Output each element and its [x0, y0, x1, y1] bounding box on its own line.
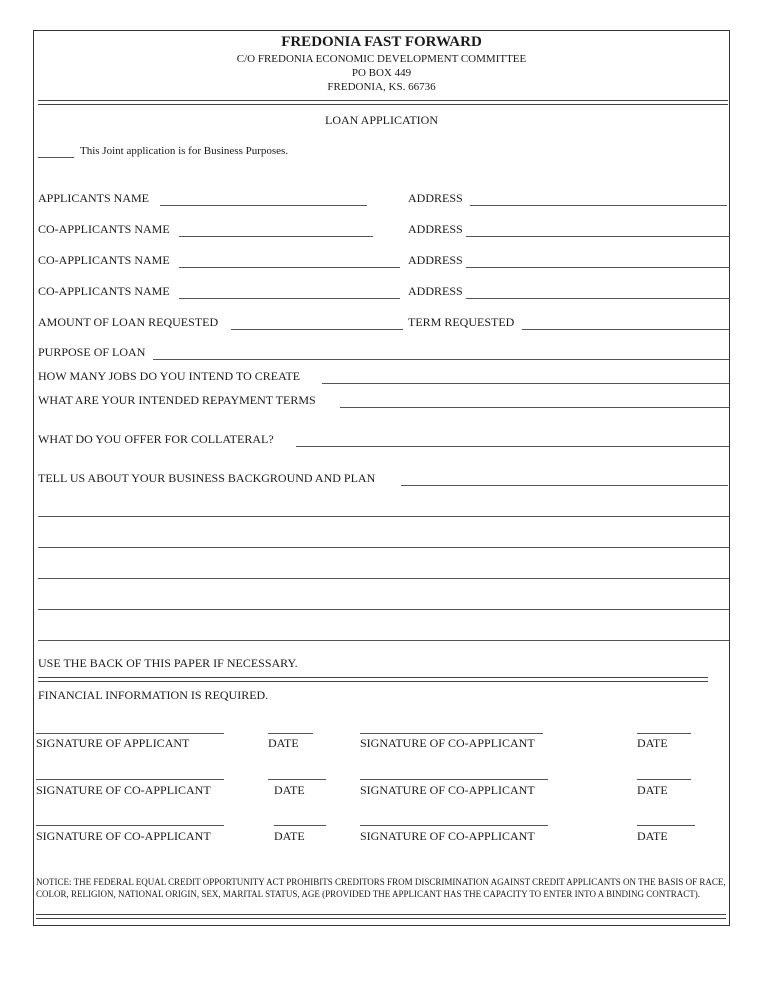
date-line[interactable] [268, 733, 313, 734]
repayment-terms-label: WHAT ARE YOUR INTENDED REPAYMENT TERMS [38, 393, 316, 407]
signature-of-co-applicant-label: SIGNATURE OF CO-APPLICANT [36, 783, 211, 797]
co-applicants-name-field[interactable] [179, 236, 373, 237]
address-field[interactable] [466, 236, 730, 237]
address-field[interactable] [470, 205, 727, 206]
term-requested-label: TERM REQUESTED [408, 315, 515, 329]
background-writing-line[interactable] [38, 609, 729, 610]
date-label: DATE [274, 829, 305, 843]
applicant-signature-line[interactable] [36, 733, 224, 734]
ecoa-notice: NOTICE: THE FEDERAL EQUAL CREDIT OPPORTUNITY ACT PROHIBITS CREDITORS FROM DISCRIMINATION AGAINST CREDIT APPLICANTS ON THE BASIS OF RACE, COLOR, RELIGION, NATIONAL ORIGIN, SEX, MARITAL STATUS, AGE (PROVIDED THE APPLICANT HAS THE CAPACITY TO ENTER INTO A BINDING CONTRACT). [36, 877, 726, 899]
signature-of-applicant-label: SIGNATURE OF APPLICANT [36, 736, 190, 750]
financial-info-note: FINANCIAL INFORMATION IS REQUIRED. [38, 688, 269, 702]
jobs-label: HOW MANY JOBS DO YOU INTEND TO CREATE [38, 369, 301, 383]
loan-amount-label: AMOUNT OF LOAN REQUESTED [38, 315, 219, 329]
collateral-field[interactable] [296, 446, 729, 447]
signature-of-co-applicant-label: SIGNATURE OF CO-APPLICANT [360, 829, 535, 843]
co-applicant-signature-line[interactable] [360, 733, 543, 734]
date-label: DATE [274, 783, 305, 797]
org-address-line-2: PO BOX 449 [351, 67, 412, 79]
address-field[interactable] [466, 267, 730, 268]
business-background-field[interactable] [401, 485, 728, 486]
date-line[interactable] [268, 779, 326, 780]
footer-divider [36, 914, 726, 919]
date-label: DATE [268, 736, 299, 750]
date-label: DATE [637, 783, 668, 797]
background-writing-line[interactable] [38, 578, 729, 579]
co-applicant-signature-line[interactable] [360, 779, 548, 780]
joint-application-text: This Joint application is for Business Purposes. [80, 145, 289, 157]
section-divider [38, 677, 708, 682]
address-label: ADDRESS [408, 222, 463, 236]
collateral-label: WHAT DO YOU OFFER FOR COLLATERAL? [38, 432, 274, 446]
co-applicants-name-field[interactable] [179, 267, 400, 268]
co-applicant-signature-line[interactable] [360, 825, 548, 826]
purpose-field[interactable] [153, 359, 729, 360]
applicants-name-field[interactable] [160, 205, 367, 206]
term-requested-field[interactable] [522, 329, 729, 330]
date-label: DATE [637, 736, 668, 750]
co-applicants-name-label: CO-APPLICANTS NAME [38, 284, 170, 298]
org-title: FREDONIA FAST FORWARD [281, 34, 482, 50]
signature-of-co-applicant-label: SIGNATURE OF CO-APPLICANT [360, 736, 535, 750]
signature-of-co-applicant-label: SIGNATURE OF CO-APPLICANT [36, 829, 211, 843]
co-applicants-name-field[interactable] [179, 298, 400, 299]
co-applicant-signature-line[interactable] [36, 779, 224, 780]
date-line[interactable] [637, 733, 691, 734]
header-divider [38, 100, 728, 105]
address-label: ADDRESS [408, 253, 463, 267]
signature-of-co-applicant-label: SIGNATURE OF CO-APPLICANT [360, 783, 535, 797]
address-field[interactable] [466, 298, 730, 299]
applicants-name-label: APPLICANTS NAME [38, 191, 150, 205]
back-of-paper-note: USE THE BACK OF THIS PAPER IF NECESSARY. [38, 656, 298, 670]
address-label: ADDRESS [408, 191, 463, 205]
co-applicants-name-label: CO-APPLICANTS NAME [38, 253, 170, 267]
joint-checkbox-line[interactable] [38, 157, 74, 158]
business-background-label: TELL US ABOUT YOUR BUSINESS BACKGROUND AND PLAN [38, 471, 376, 485]
background-writing-line[interactable] [38, 640, 729, 641]
jobs-field[interactable] [322, 383, 729, 384]
address-label: ADDRESS [408, 284, 463, 298]
repayment-terms-field[interactable] [340, 407, 729, 408]
date-line[interactable] [274, 825, 326, 826]
background-writing-line[interactable] [38, 516, 729, 517]
co-applicant-signature-line[interactable] [36, 825, 224, 826]
org-address-line-1: C/O FREDONIA ECONOMIC DEVELOPMENT COMMITTEE [236, 53, 527, 65]
form-title: LOAN APPLICATION [324, 113, 438, 127]
org-address-line-3: FREDONIA, KS. 66736 [327, 81, 436, 93]
loan-amount-field[interactable] [231, 329, 403, 330]
date-line[interactable] [637, 825, 695, 826]
purpose-label: PURPOSE OF LOAN [38, 345, 146, 359]
background-writing-line[interactable] [38, 547, 729, 548]
date-line[interactable] [637, 779, 691, 780]
date-label: DATE [637, 829, 668, 843]
co-applicants-name-label: CO-APPLICANTS NAME [38, 222, 170, 236]
